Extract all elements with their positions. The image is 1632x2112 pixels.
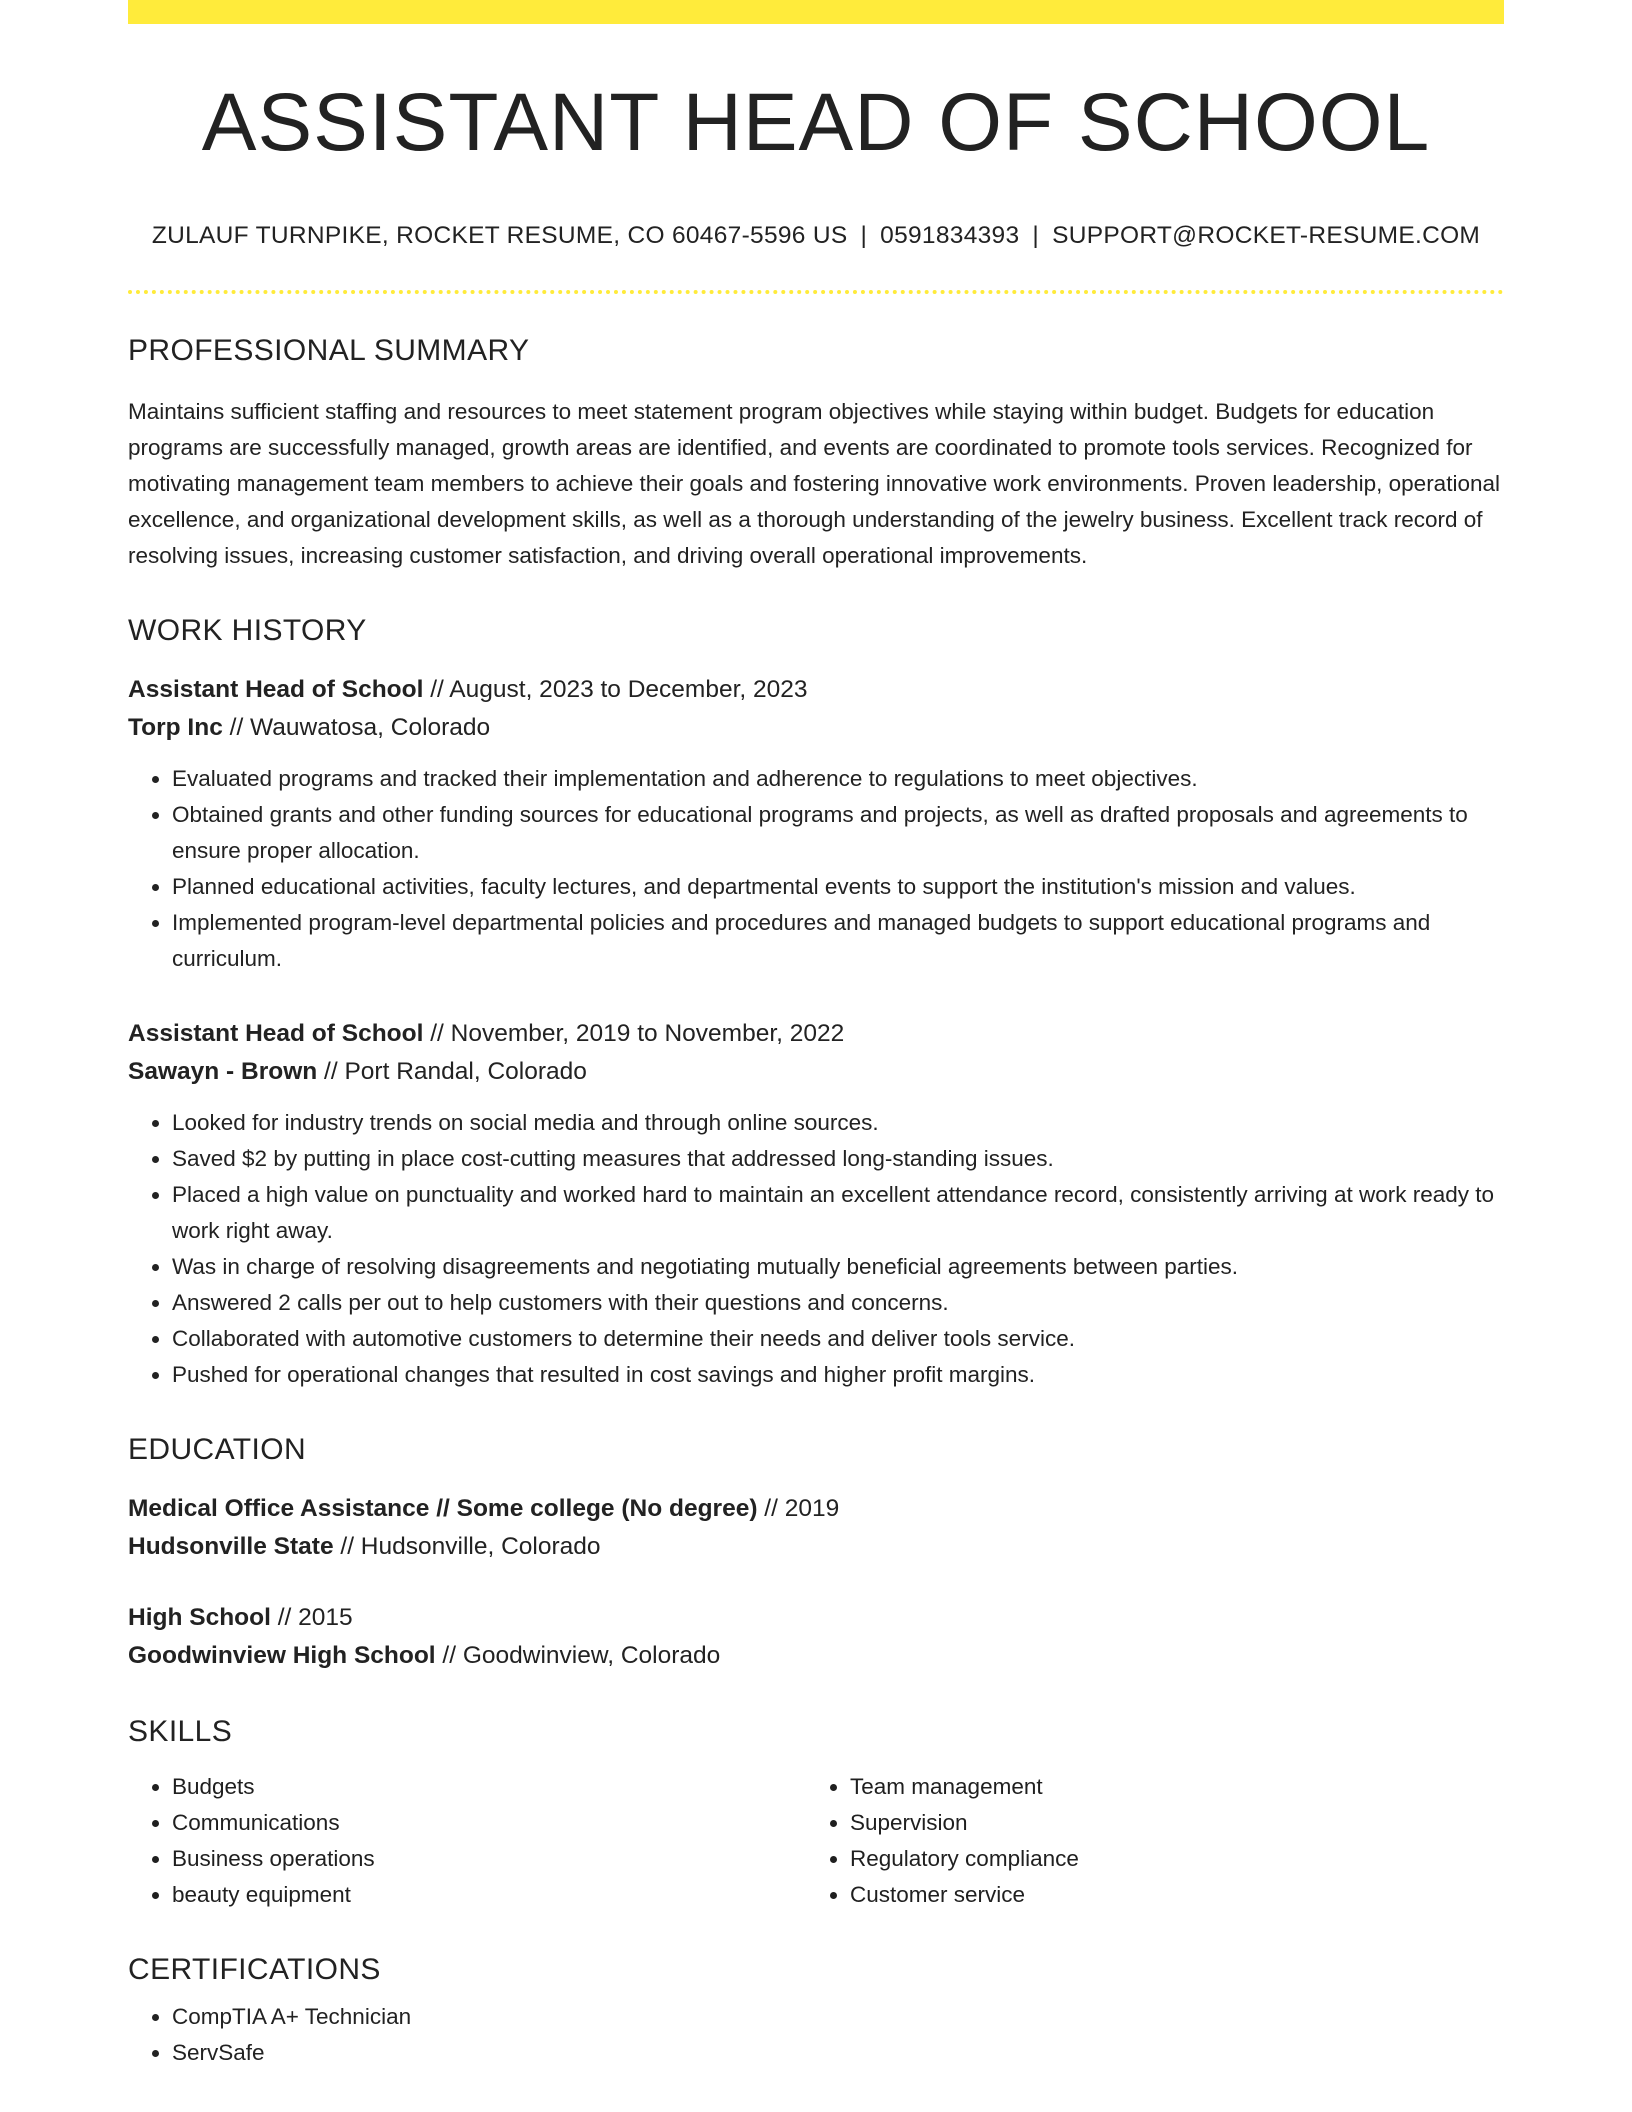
education-degree: High School bbox=[128, 1604, 271, 1631]
list-item: • Answered 2 calls per out to help customers with their questions and concerns. bbox=[172, 1285, 1504, 1321]
list-item: • Saved $2 by putting in place cost-cutting measures that addressed long-standing issues. bbox=[172, 1141, 1504, 1177]
job-company-line bbox=[128, 1053, 1504, 1091]
job-bullets bbox=[128, 1105, 1504, 1393]
list-item: • Looked for industry trends on social media and through online sources. bbox=[172, 1105, 1504, 1141]
skill-item: • Team management bbox=[850, 1769, 1484, 1805]
skill-item: • Communications bbox=[172, 1805, 806, 1841]
resume-page bbox=[128, 0, 1504, 2071]
skills-heading: SKILLS bbox=[128, 1715, 233, 1748]
job-title-line bbox=[128, 1015, 1504, 1053]
list-item: • Was in charge of resolving disagreements and negotiating mutually beneficial agreements between parties. bbox=[172, 1249, 1504, 1285]
list-item: • Collaborated with automotive customers to determine their needs and deliver tools service. bbox=[172, 1321, 1504, 1357]
contact-separator: | bbox=[860, 222, 868, 249]
education-school-line bbox=[128, 1528, 1504, 1566]
list-item: • Placed a high value on punctuality and worked hard to maintain an excellent attendance record, consistently arriving at work ready to work right away. bbox=[172, 1177, 1504, 1249]
education-location: // Goodwinview, Colorado bbox=[435, 1642, 721, 1669]
skills-column-left bbox=[128, 1769, 806, 1913]
list-item: • Planned educational activities, faculty lectures, and departmental events to support the institution's mission and values. bbox=[172, 869, 1504, 905]
job-entry bbox=[128, 671, 1504, 977]
skill-item: • Regulatory compliance bbox=[850, 1841, 1484, 1877]
skills-grid bbox=[128, 1769, 1504, 1913]
contact-line bbox=[128, 222, 1504, 250]
job-location: // Wauwatosa, Colorado bbox=[222, 714, 491, 741]
contact-phone: 0591834393 bbox=[880, 222, 1020, 249]
certification-item: • CompTIA A+ Technician bbox=[172, 1999, 1504, 2035]
job-title: Assistant Head of School bbox=[128, 1020, 424, 1047]
education-school: Hudsonville State bbox=[128, 1533, 334, 1560]
summary-text: Maintains sufficient staffing and resources to meet statement program objectives while staying within budget. Budgets for education programs are successfully managed, growth areas are identified, and events are coordinated to promote tools services. Recognized for motivating management team members to achieve their goals and fostering innovative work environments. Proven leadership, operational excellence, and organizational development skills, as well as a thorough understanding of the jewelry business. Excellent track record of resolving issues, increasing customer satisfaction, and driving overall operational improvements. bbox=[128, 399, 1500, 568]
certifications-list bbox=[128, 1999, 1504, 2071]
work-history-heading: WORK HISTORY bbox=[128, 614, 367, 647]
list-item: • Pushed for operational changes that resulted in cost savings and higher profit margins. bbox=[172, 1357, 1504, 1393]
education-entry bbox=[128, 1490, 1504, 1566]
dotted-divider bbox=[128, 290, 1504, 294]
education-heading: EDUCATION bbox=[128, 1433, 307, 1466]
job-company-line bbox=[128, 709, 1504, 747]
summary-heading: PROFESSIONAL SUMMARY bbox=[128, 334, 530, 367]
skill-item: • Business operations bbox=[172, 1841, 806, 1877]
job-bullets bbox=[128, 761, 1504, 977]
job-title-line bbox=[128, 671, 1504, 709]
education-year: // 2015 bbox=[270, 1604, 353, 1631]
education-entry bbox=[128, 1599, 1504, 1675]
contact-address: ZULAUF TURNPIKE, ROCKET RESUME, CO 60467-5596 US bbox=[151, 222, 848, 249]
job-dates: // November, 2019 to November, 2022 bbox=[423, 1020, 845, 1047]
education-year: // 2019 bbox=[757, 1495, 840, 1522]
skill-item: • Supervision bbox=[850, 1805, 1484, 1841]
job-dates: // August, 2023 to December, 2023 bbox=[423, 676, 808, 703]
skills-column-right bbox=[806, 1769, 1484, 1913]
skill-item: • Customer service bbox=[850, 1877, 1484, 1913]
education-location: // Hudsonville, Colorado bbox=[333, 1533, 601, 1560]
education-degree-line bbox=[128, 1599, 1504, 1637]
job-location: // Port Randal, Colorado bbox=[317, 1058, 587, 1085]
education-degree-line bbox=[128, 1490, 1504, 1528]
contact-email: SUPPORT@ROCKET-RESUME.COM bbox=[1052, 222, 1481, 249]
job-entry bbox=[128, 1015, 1504, 1393]
education-degree: Medical Office Assistance // Some college (No degree) bbox=[128, 1495, 758, 1522]
job-title: Assistant Head of School bbox=[128, 676, 424, 703]
accent-top-bar bbox=[128, 0, 1504, 24]
list-item: • Obtained grants and other funding sources for educational programs and projects, as well as drafted proposals and agreements to ensure proper allocation. bbox=[172, 797, 1504, 869]
job-company: Torp Inc bbox=[128, 714, 223, 741]
skill-item: • beauty equipment bbox=[172, 1877, 806, 1913]
list-item: • Evaluated programs and tracked their implementation and adherence to regulations to meet objectives. bbox=[172, 761, 1504, 797]
contact-separator: | bbox=[1032, 222, 1040, 249]
certifications-heading: CERTIFICATIONS bbox=[128, 1953, 381, 1986]
list-item: • Implemented program-level departmental policies and procedures and managed budgets to support educational programs and curriculum. bbox=[172, 905, 1504, 977]
certification-item: • ServSafe bbox=[172, 2035, 1504, 2071]
resume-name: ASSISTANT HEAD OF SCHOOL bbox=[201, 77, 1431, 168]
education-school-line bbox=[128, 1637, 1504, 1675]
education-school: Goodwinview High School bbox=[128, 1642, 436, 1669]
job-company: Sawayn - Brown bbox=[128, 1058, 318, 1085]
skill-item: • Budgets bbox=[172, 1769, 806, 1805]
